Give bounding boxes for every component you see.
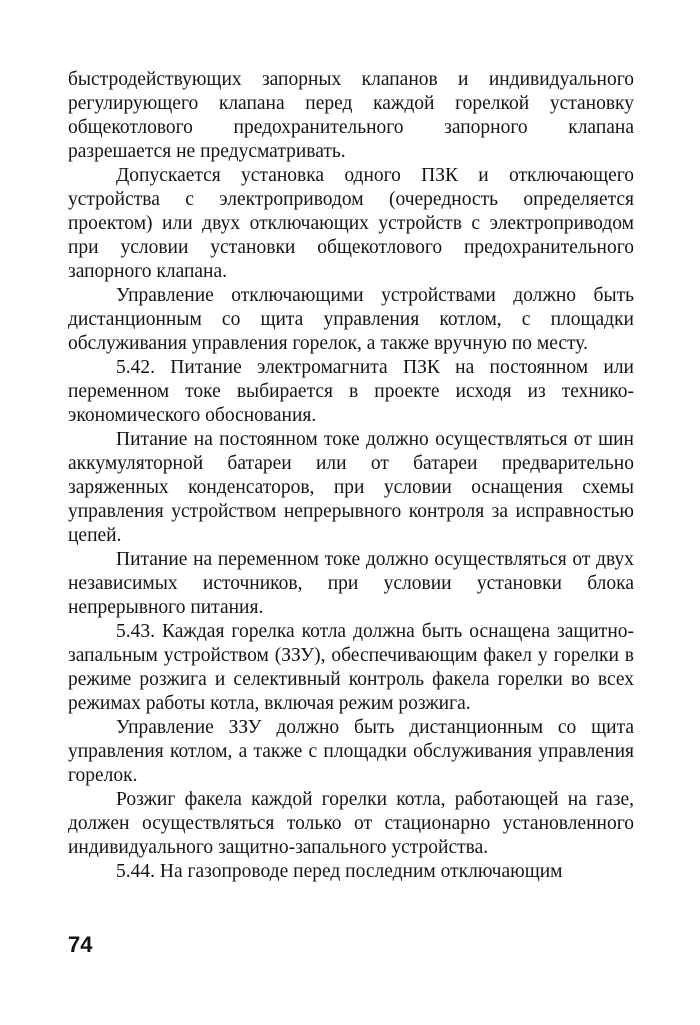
page-number: 74 — [68, 932, 93, 957]
paragraph-8: Управление ЗЗУ должно быть дистанционным со щита управления котлом, а также с площадки обслуживания управления горелок. — [68, 717, 634, 786]
paragraph-6: Питание на переменном токе должно осуществляться от двух независимых источников, при условии установки блока непрерывного питания. — [68, 549, 634, 618]
paragraph-5: Питание на постоянном токе должно осуществляться от шин аккумуляторной батареи или от батареи предварительно заряженных конденсаторов, при условии оснащения схемы управления устройством непрерывного контроля за исправностью цепей. — [68, 429, 634, 546]
paragraph-10: 5.44. На газопроводе перед последним отключающим — [116, 861, 563, 882]
paragraph-7: 5.43. Каждая горелка котла должна быть оснащена защитно-запальным устройством (ЗЗУ), обеспечивающим факел у горелки в режиме розжига и селективный контроль факела горелки во всех режимах работы котла, включая режим розжига. — [68, 621, 634, 714]
paragraph-9: Розжиг факела каждой горелки котла, работающей на газе, должен осуществляться только от стационарно установленного индивидуального защитно-запального устройства. — [68, 789, 634, 858]
paragraph-2: Допускается установка одного ПЗК и отключающего устройства с электроприводом (очередность определяется проектом) или двух отключающих устройств с электроприводом при условии установки общекотлового предохранительного запорного клапана. — [68, 165, 634, 282]
paragraph-1: быстродействующих запорных клапанов и индивидуального регулирующего клапана перед каждой горелкой установку общекотлового предохранительного запорного клапана разрешается не предусматривать. — [68, 69, 634, 162]
paragraph-3: Управление отключающими устройствами должно быть дистанционным со щита управления котлом, с площадки обслуживания управления горелок, а также вручную по месту. — [68, 285, 634, 354]
page-text — [68, 68, 634, 884]
paragraph-4: 5.42. Питание электромагнита ПЗК на постоянном или переменном токе выбирается в проекте исходя из технико-экономического обоснования. — [68, 357, 634, 426]
